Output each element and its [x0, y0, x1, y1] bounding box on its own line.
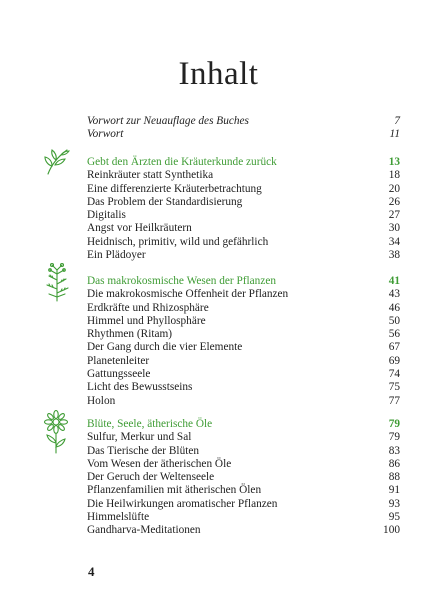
toc-entry-label: Vorwort — [87, 128, 124, 141]
toc-entry[interactable] — [87, 471, 400, 484]
toc-entry-page: 79 — [388, 431, 400, 444]
toc-entry-page: 88 — [388, 471, 400, 484]
toc-entry-page: 46 — [388, 301, 400, 314]
toc-entry-label: Die Heilwirkungen aromatischer Pflanzen — [87, 497, 278, 510]
toc-entry-label: Erdkräfte und Rhizosphäre — [87, 301, 209, 314]
toc-entry[interactable] — [87, 196, 400, 209]
toc-entry-page: 75 — [388, 381, 400, 394]
toc-entry-label: Himmel und Phyllosphäre — [87, 314, 206, 327]
toc-section-2 — [87, 275, 400, 408]
toc-entry-page: 26 — [388, 195, 400, 208]
toc-entry-label: Holon — [87, 394, 116, 407]
section-heading-page: 41 — [388, 275, 400, 287]
yarrow-plant-icon — [41, 262, 73, 302]
toc-entry-page: 43 — [388, 288, 400, 301]
toc-entry-label: Pflanzenfamilien mit ätherischen Ölen — [87, 484, 262, 497]
section-heading-label: Blüte, Seele, ätherische Öle — [87, 418, 213, 430]
toc-entry-page: 93 — [388, 497, 400, 510]
toc-entry-page: 86 — [388, 457, 400, 470]
toc-entry-page: 100 — [383, 524, 400, 537]
toc-entry[interactable] — [87, 328, 400, 341]
toc-entry-label: Heidnisch, primitiv, wild und gefährlich — [87, 235, 269, 248]
toc-entry[interactable] — [87, 115, 400, 128]
toc-entry-label: Vorwort zur Neuauflage des Buches — [87, 115, 249, 127]
toc-entry[interactable] — [87, 341, 400, 354]
toc-entry-label: Licht des Bewusstseins — [87, 381, 193, 394]
toc-entry-label: Das Tierische der Blüten — [87, 444, 200, 457]
toc-entry-label: Ein Plädoyer — [87, 249, 146, 262]
toc-entry-page: 74 — [388, 368, 400, 381]
section-heading-page: 13 — [388, 156, 400, 168]
toc-entry-label: Rhythmen (Ritam) — [87, 328, 173, 341]
toc-entry-label: Vom Wesen der ätherischen Öle — [87, 457, 232, 470]
toc-entry-label: Das Problem der Standardisierung — [87, 195, 243, 208]
toc-entry[interactable] — [87, 236, 400, 249]
toc-entry-label: Gandharva-Meditationen — [87, 524, 201, 537]
toc-entry-page: 95 — [388, 511, 400, 524]
toc-entry[interactable] — [87, 458, 400, 471]
toc-entry-label: Reinkräuter statt Synthetika — [87, 169, 214, 182]
toc-entry-page: 34 — [388, 235, 400, 248]
toc-entry[interactable] — [87, 249, 400, 262]
flower-icon — [40, 410, 72, 454]
toc-entry-label: Die makrokosmische Offenheit der Pflanzen — [87, 288, 289, 301]
toc-entry-page: 83 — [388, 444, 400, 457]
toc-entry-label: Digitalis — [87, 209, 126, 222]
toc-entry-label: Himmelslüfte — [87, 511, 150, 524]
toc-entry[interactable] — [87, 183, 400, 196]
toc-entry-page: 30 — [388, 222, 400, 235]
section-heading[interactable] — [87, 418, 400, 431]
section-heading-label: Gebt den Ärzten die Kräuterkunde zurück — [87, 156, 277, 168]
toc-entry[interactable] — [87, 431, 400, 444]
section-heading[interactable] — [87, 156, 400, 169]
toc-entry-page: 69 — [388, 354, 400, 367]
toc-entry[interactable] — [87, 368, 400, 381]
toc-entry[interactable] — [87, 315, 400, 328]
toc-entry[interactable] — [87, 511, 400, 524]
toc-entry-page: 91 — [388, 484, 400, 497]
toc-entry[interactable] — [87, 381, 400, 394]
toc-entry[interactable] — [87, 288, 400, 301]
front-matter-list — [87, 115, 400, 142]
toc-entry[interactable] — [87, 445, 400, 458]
toc-entry-label: Eine differenzierte Kräuterbetrachtung — [87, 182, 262, 195]
toc-entry-page: 56 — [388, 328, 400, 341]
toc-section-1 — [87, 156, 400, 262]
toc-entry[interactable] — [87, 169, 400, 182]
page-number: 4 — [88, 564, 95, 579]
toc-entry-label: Der Gang durch die vier Elemente — [87, 341, 243, 354]
toc-entry-page: 77 — [388, 394, 400, 407]
toc-entry[interactable] — [87, 498, 400, 511]
toc-section-3 — [87, 418, 400, 538]
herb-sprig-icon — [42, 146, 72, 176]
toc-entry-page: 27 — [388, 209, 400, 222]
toc-entry-label: Gattungsseele — [87, 368, 151, 381]
toc-entry-page: 18 — [388, 169, 400, 182]
toc-entry[interactable] — [87, 128, 400, 141]
toc-entry[interactable] — [87, 222, 400, 235]
toc-entry[interactable] — [87, 355, 400, 368]
toc-entry-page: 67 — [388, 341, 400, 354]
section-heading-label: Das makrokosmische Wesen der Pflanzen — [87, 275, 276, 287]
toc-entry[interactable] — [87, 395, 400, 408]
toc-entry-page: 50 — [388, 314, 400, 327]
toc-entry-page: 38 — [388, 249, 400, 262]
toc-entry-label: Planetenleiter — [87, 354, 150, 367]
toc-entry[interactable] — [87, 484, 400, 497]
toc-entry-label: Sulfur, Merkur und Sal — [87, 431, 192, 444]
toc-entry-page: 7 — [394, 115, 400, 127]
toc-entry-label: Der Geruch der Weltenseele — [87, 471, 215, 484]
toc-entry-label: Angst vor Heilkräutern — [87, 222, 192, 235]
section-heading-page: 79 — [388, 418, 400, 430]
toc-entry[interactable] — [87, 524, 400, 537]
page-title: Inhalt — [178, 56, 259, 92]
toc-entry-page: 11 — [389, 128, 400, 141]
section-heading[interactable] — [87, 275, 400, 288]
toc-entry[interactable] — [87, 209, 400, 222]
toc-entry-page: 20 — [388, 182, 400, 195]
toc-entry[interactable] — [87, 302, 400, 315]
